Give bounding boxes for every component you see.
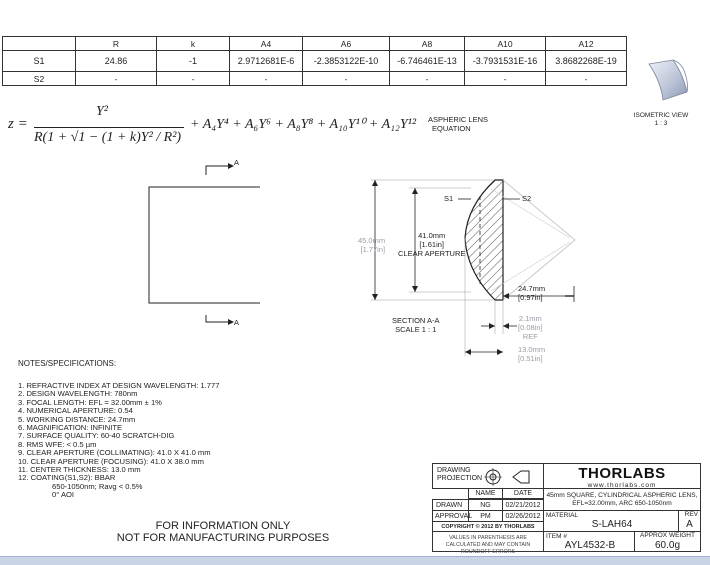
center-thickness-in: [0.51in] <box>518 354 543 363</box>
list-item: 10. CLEAR APERTURE (FOCUSING): 41.0 X 38.0 mm <box>18 456 204 466</box>
list-item: 7. SURFACE QUALITY: 60-40 SCRATCH-DIG <box>18 431 175 441</box>
center-thickness-label <box>518 345 545 363</box>
equation-denominator: R(1 + √1 − (1 + k)Y² / R²) <box>34 130 182 145</box>
rev-value: A <box>686 519 693 530</box>
material-label: MATERIAL <box>546 512 579 519</box>
revision-cell <box>678 510 701 532</box>
roundoff-disclaimer: VALUES IN PARENTHESIS ARE CALCULATED AND MAY CONTAIN ROUNDOFF ERRORS <box>432 531 544 552</box>
section-line-top <box>206 166 228 175</box>
notes-title: NOTES/SPECIFICATIONS: <box>18 359 117 368</box>
list-item: 650-1050nm; Ravg < 0.5% <box>52 481 143 491</box>
first-angle-projection-icon <box>483 467 543 487</box>
clear-aperture-mm: 41.0mm <box>418 231 446 240</box>
table-cell: -3.7931531E-16 <box>465 51 546 72</box>
working-distance-mm: 24.7mm <box>518 284 546 293</box>
list-item: 6. MAGNIFICATION: INFINITE <box>18 423 123 433</box>
table-cell: - <box>230 72 303 86</box>
equation-numerator: Y² <box>96 104 108 119</box>
equation-terms: + A₄Y⁴ + A₆Y⁶ + A₈Y⁸ + A₁₀Y¹⁰ + A₁₂Y¹² <box>190 117 417 132</box>
item-value: AYL4532-B <box>564 540 616 551</box>
table-cell: 3.8682268E-19 <box>546 51 627 72</box>
thorlabs-logo: THORLABS <box>578 465 666 482</box>
table-row <box>3 72 627 86</box>
drawn-date: 02/21/2012 <box>502 499 544 511</box>
table-cell: - <box>157 72 230 86</box>
table-header-cell: A10 <box>465 37 546 51</box>
section-line-bottom <box>206 315 228 322</box>
material-value: S-LAH64 <box>591 519 633 530</box>
approval-label: APPROVAL <box>432 510 469 522</box>
section-scale-text: SCALE 1 : 1 <box>395 325 437 334</box>
drawn-label: DRAWN <box>432 499 469 511</box>
equation-label-line: EQUATION <box>432 124 471 133</box>
information-only-notice <box>108 520 338 544</box>
table-cell: - <box>465 72 546 86</box>
edge-thickness-label <box>518 314 543 341</box>
weight-cell <box>634 531 701 552</box>
table-cell: 24.86 <box>76 51 157 72</box>
table-cell: - <box>76 72 157 86</box>
front-view <box>140 150 260 340</box>
isometric-view-label <box>630 112 692 128</box>
list-item: 5. WORKING DISTANCE: 24.7mm <box>18 414 136 424</box>
table-cell: - <box>390 72 465 86</box>
table-header-cell: R <box>76 37 157 51</box>
surface-s1-label: S1 <box>444 194 454 203</box>
center-thickness-mm: 13.0mm <box>518 345 546 354</box>
website: www.thorlabs.com <box>587 482 657 489</box>
section-view-drawing <box>355 176 585 366</box>
table-header-cell: A6 <box>303 37 390 51</box>
info-line: NOT FOR MANUFACTURING PURPOSES <box>116 532 330 544</box>
edge-thickness-in: [0.08in] <box>518 323 543 332</box>
height-mm: 45.0mm <box>358 236 386 245</box>
table-cell: -6.746461E-13 <box>390 51 465 72</box>
section-marker-bottom: A <box>234 318 240 327</box>
name-header: NAME <box>468 488 503 499</box>
part-description: 45mm SQUARE, CYLINDRICAL ASPHERIC LENS, EFL=32.00mm, ARC 650-1050nm <box>543 488 701 511</box>
list-item: 2. DESIGN WAVELENGTH: 780nm <box>18 389 138 399</box>
isometric-scale: 1 : 3 <box>654 120 668 127</box>
weight-label: APPROX WEIGHT <box>640 532 695 539</box>
lens-section <box>465 180 503 300</box>
table-header-cell: A8 <box>390 37 465 51</box>
clear-aperture-label <box>398 231 465 258</box>
logo-cell <box>543 463 701 489</box>
fraction-bar <box>34 127 184 128</box>
approval-date: 02/26/2012 <box>502 510 544 522</box>
list-item: 12. COATING(S1,S2): BBAR <box>18 473 116 483</box>
equation-lhs: z = <box>8 116 28 132</box>
approval-name: PM <box>468 510 503 522</box>
aspheric-coefficient-table <box>2 36 627 86</box>
table-cell: S2 <box>3 72 76 86</box>
drawing-projection-cell <box>432 463 544 489</box>
list-item: 3. FOCAL LENGTH: EFL = 32.00mm ± 1% <box>18 397 162 407</box>
clear-aperture-in: [1.61in] <box>419 240 444 249</box>
table-cell: S1 <box>3 51 76 72</box>
list-item: 4. NUMERICAL APERTURE: 0.54 <box>18 406 133 416</box>
front-view-square <box>149 187 260 303</box>
table-row <box>3 51 627 72</box>
drawing-projection-label: DRAWING PROJECTION <box>437 467 483 482</box>
table-cell: - <box>303 72 390 86</box>
table-header-cell: A4 <box>230 37 303 51</box>
rev-label: REV <box>684 511 698 518</box>
notes-list <box>18 382 219 500</box>
table-header-cell: k <box>157 37 230 51</box>
section-title-text: SECTION A-A <box>392 316 440 325</box>
table-header-cell <box>3 37 76 51</box>
height-dimension-label <box>358 236 385 254</box>
table-header-row <box>3 37 627 51</box>
list-item: 1. REFRACTIVE INDEX AT DESIGN WAVELENGTH: 1.777 <box>18 381 220 390</box>
isometric-lens-icon <box>643 56 693 106</box>
copyright: COPYRIGHT © 2012 BY THORLABS <box>432 521 544 532</box>
equation-label-line: ASPHERIC LENS <box>428 115 489 124</box>
list-item: 11. CENTER THICKNESS: 13.0 mm <box>18 465 141 475</box>
section-title <box>392 316 440 334</box>
info-line: FOR INFORMATION ONLY <box>155 520 291 532</box>
list-item: 9. CLEAR APERTURE (COLLIMATING): 41.0 X 41.0 mm <box>18 448 211 458</box>
clear-aperture-text: CLEAR APERTURE <box>398 249 466 258</box>
working-distance-label <box>518 284 545 302</box>
table-cell: -2.3853122E-10 <box>303 51 390 72</box>
item-label: ITEM # <box>546 533 567 540</box>
date-header: DATE <box>502 488 544 499</box>
item-number-cell <box>543 531 635 552</box>
list-item: 8. RMS WFE: < 0.5 µm <box>18 439 97 449</box>
material-cell <box>543 510 679 532</box>
drawn-name: NG <box>468 499 503 511</box>
edge-thickness-ref: REF <box>522 332 538 341</box>
table-cell: 2.9712681E-6 <box>230 51 303 72</box>
edge-thickness-mm: 2.1mm <box>518 314 542 323</box>
table-cell: - <box>546 72 627 86</box>
surface-s2-label: S2 <box>522 194 532 203</box>
table-cell: -1 <box>157 51 230 72</box>
equation-label <box>428 115 488 133</box>
isometric-title: ISOMETRIC VIEW <box>633 112 689 119</box>
section-marker-top: A <box>234 158 240 167</box>
working-distance-in: [0.97in] <box>518 293 543 302</box>
focus-rays <box>503 180 575 300</box>
list-item: 0° AOI <box>52 490 75 500</box>
height-in: [1.77in] <box>360 245 386 254</box>
table-header-cell: A12 <box>546 37 627 51</box>
weight-value: 60.0g <box>654 540 681 551</box>
